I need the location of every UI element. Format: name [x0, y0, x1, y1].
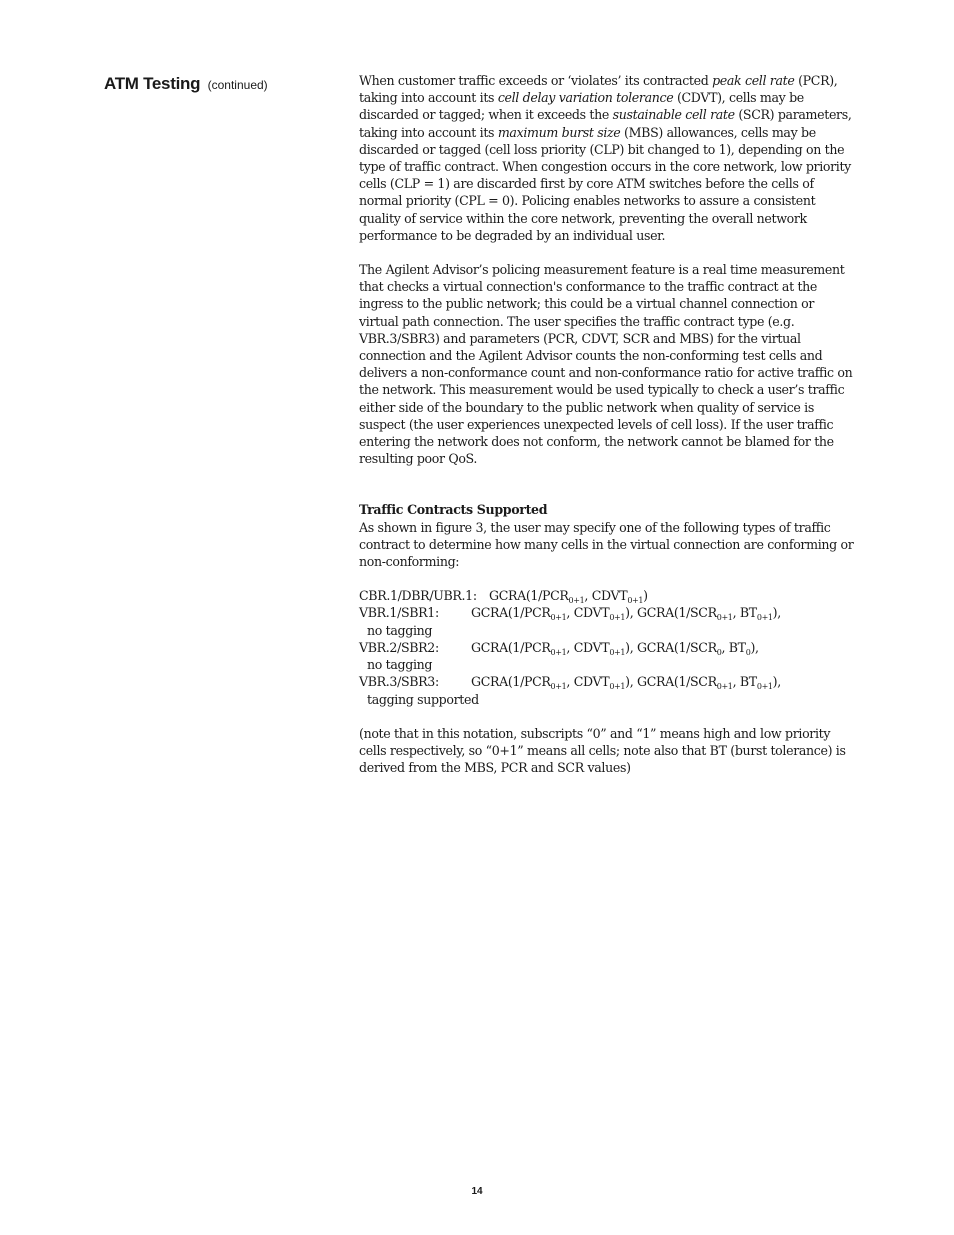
subscript: 0+1: [756, 613, 773, 623]
term-sustainable-cell-rate: sustainable cell rate: [612, 107, 735, 123]
subscript: 0+1: [568, 596, 585, 606]
formula-text: , BT: [732, 674, 757, 690]
contract-vbr1-tagging: no tagging: [367, 622, 433, 638]
formula-text: , CDVT: [584, 588, 628, 604]
text: (CDVT), cells may be discarded or tagged; when it exceeds the: [359, 90, 804, 123]
formula-text: ),: [625, 605, 634, 621]
contract-label: VBR.2/SBR2:: [359, 639, 439, 655]
formula-text: GCRA(1/SCR: [633, 639, 717, 655]
contract-vbr3: [359, 673, 855, 690]
body-content: [359, 72, 855, 776]
subscript: 0+1: [609, 613, 626, 623]
formula-text: GCRA(1/SCR: [633, 605, 717, 621]
paragraph-advisor-policing: The Agilent Advisor’s policing measurement feature is a real time measurement that checks a virtual connection's conformance to the traffic contract at the ingress to the public network; this could be a virtual channel connection or virtual path connection. The user specifies the traffic contract type (e.g. VBR.3/SBR3) and parameters (PCR, CDVT, SCR and MBS) for the virtual connection and the Agilent Advisor counts the non-conforming test cells and delivers a non-conformance count and non-conformance ratio for active traffic on the network. This measurement would be used typically to check a user’s traffic either side of the boundary to the public network when quality of service is suspect (the user experiences unexpected levels of cell loss). If the user traffic entering the network does not conform, the network cannot be blamed for the resulting poor QoS.: [359, 262, 853, 467]
text: (SCR) parameters, taking into account its: [359, 107, 852, 140]
subscript: 0+1: [550, 647, 567, 657]
heading-traffic-contracts: Traffic Contracts Supported: [359, 502, 548, 518]
term-maximum-burst-size: maximum burst size: [497, 124, 621, 140]
contract-vbr2: [359, 639, 855, 656]
subscript: 0+1: [609, 647, 626, 657]
contract-label: CBR.1/DBR/UBR.1:: [359, 588, 477, 604]
formula-text: ),: [772, 605, 781, 621]
subscript: 0: [716, 647, 722, 657]
contract-vbr2-tagging: no tagging: [367, 657, 433, 673]
formula-text: GCRA(1/PCR: [471, 605, 551, 621]
paragraph-contracts-intro: As shown in figure 3, the user may specify one of the following types of traffic contract to determine how many cells in the virtual connection are conforming or non-conforming:: [359, 519, 854, 570]
formula-text: GCRA(1/PCR: [471, 639, 551, 655]
formula-text: , CDVT: [566, 605, 610, 621]
contract-label: VBR.1/SBR1:: [359, 605, 439, 621]
formula-text: GCRA(1/PCR: [471, 674, 551, 690]
formula-text: , CDVT: [566, 639, 610, 655]
text: (PCR), taking into account its: [359, 73, 838, 106]
contract-vbr3-tagging: tagging supported: [367, 691, 479, 707]
text: (MBS) allowances, cells may be discarded or tagged (cell loss priority (CLP) bit changed to 1), depending on the type of traffic contract. When congestion occurs in the core network, low priority cells (CLP = 1) are discarded first by core ATM switches before the cells of normal priority (CPL = 0). Policing enables networks to assure a consistent quality of service within the core network, preventing the overall network performance to be degraded by an individual user.: [359, 124, 851, 243]
subscript: 0+1: [756, 682, 773, 692]
formula-text: GCRA(1/SCR: [633, 674, 717, 690]
contract-vbr1: [359, 604, 855, 621]
term-peak-cell-rate: peak cell rate: [712, 73, 795, 88]
subscript: 0+1: [716, 682, 733, 692]
formula-text: ),: [625, 674, 634, 690]
section-title: [104, 74, 268, 94]
section-title-main: ATM Testing: [104, 74, 201, 93]
subscript: 0+1: [609, 682, 626, 692]
subscript: 0+1: [627, 596, 644, 606]
formula-text: , BT: [732, 605, 757, 621]
section-title-continued: (continued): [207, 78, 268, 92]
contract-cbr: [359, 587, 855, 604]
contract-label: VBR.3/SBR3:: [359, 674, 439, 690]
subscript: 0+1: [550, 682, 567, 692]
text: When customer traffic exceeds or ‘violates’ its contracted: [359, 73, 713, 88]
paragraph-policing-overview: [359, 72, 855, 244]
formula-text: ): [643, 588, 648, 604]
formula-text: , BT: [721, 639, 746, 655]
page-number: 14: [471, 1186, 483, 1197]
term-cdvt: cell delay variation tolerance: [497, 90, 674, 106]
formula-text: GCRA(1/PCR: [489, 588, 569, 604]
subscript: 0+1: [550, 613, 567, 623]
paragraph-notation-note: (note that in this notation, subscripts “0” and “1” means high and low priority cells respectively, so “0+1” means all cells; note also that BT (burst tolerance) is derived from the MBS, PCR and SCR values): [359, 725, 846, 776]
formula-text: , CDVT: [566, 674, 610, 690]
formula-text: ),: [750, 639, 759, 655]
subscript: 0+1: [716, 613, 733, 623]
subscript: 0: [745, 647, 751, 657]
formula-text: ),: [772, 674, 781, 690]
formula-text: ),: [625, 639, 634, 655]
